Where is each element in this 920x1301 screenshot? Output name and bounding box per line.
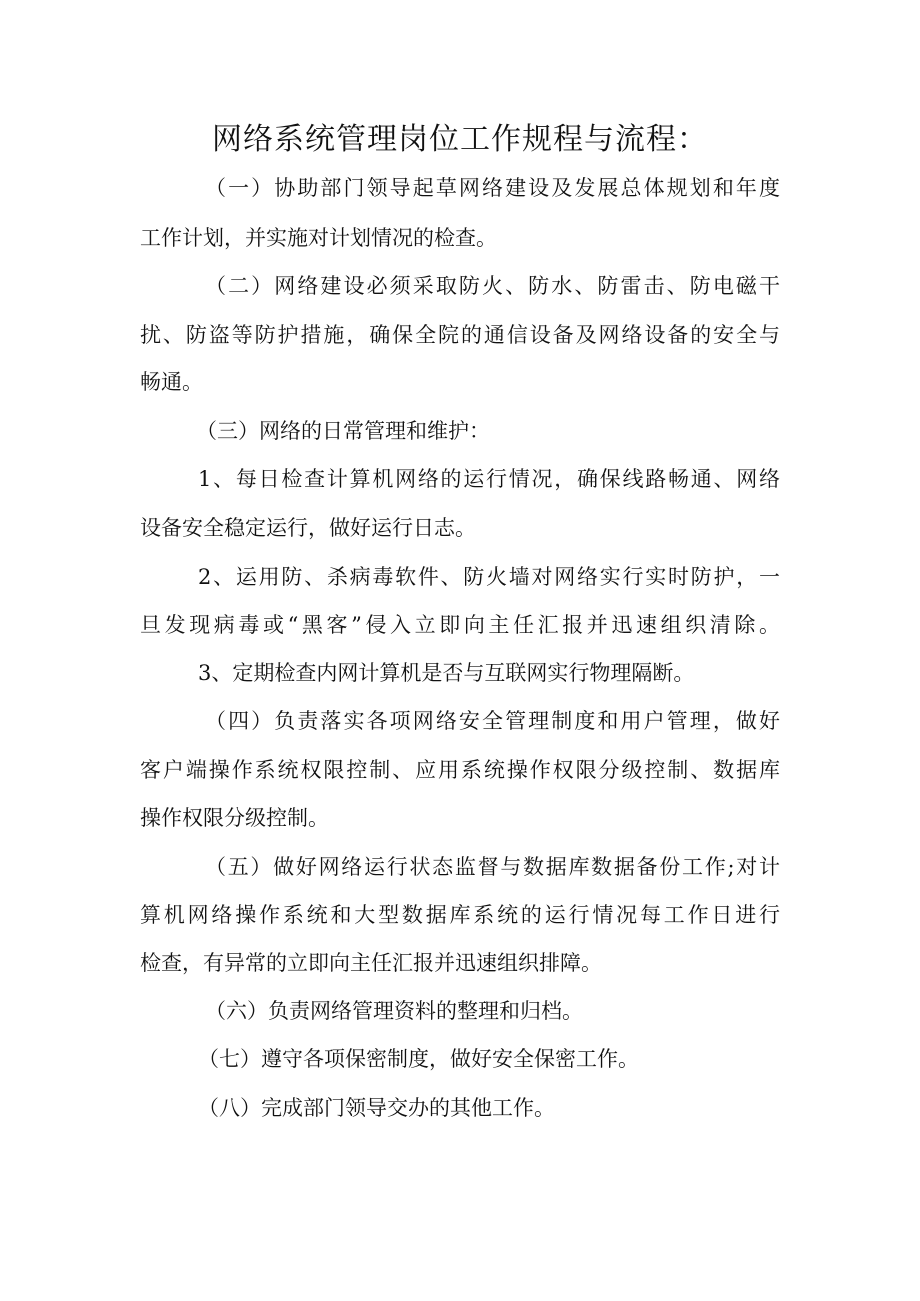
paragraph-line: 旦发现病毒或“黑客”侵入立即向主任汇报并迅速组织清除。 — [140, 613, 780, 637]
paragraph-line: 扰、防盗等防护措施，确保全院的通信设备及网络设备的安全与 — [140, 323, 780, 347]
paragraph-line: （五）做好网络运行状态监督与数据库数据备份工作;对计 — [205, 855, 780, 879]
paragraph-line: （一）协助部门领导起草网络建设及发展总体规划和年度 — [205, 176, 780, 200]
page-title: 网络系统管理岗位工作规程与流程： — [212, 122, 708, 157]
paragraph-line: 操作权限分级控制。 — [140, 806, 329, 830]
paragraph-line: 2、运用防、杀病毒软件、防火墙对网络实行实时防护，一 — [198, 565, 780, 589]
paragraph-line: 算机网络操作系统和大型数据库系统的运行情况每工作日进行 — [140, 903, 780, 927]
paragraph-line: （三）网络的日常管理和维护： — [196, 419, 490, 443]
paragraph-line: （四）负责落实各项网络安全管理制度和用户管理，做好 — [205, 709, 780, 733]
paragraph-line: 工作计划，并实施对计划情况的检查。 — [140, 226, 497, 250]
paragraph-line: （六）负责网络管理资料的整理和归档。 — [205, 999, 583, 1023]
paragraph-line: （八）完成部门领导交办的其他工作。 — [198, 1096, 555, 1120]
paragraph-line: 3、定期检查内网计算机是否与互联网实行物理隔断。 — [198, 661, 695, 685]
paragraph-line: （七）遵守各项保密制度，做好安全保密工作。 — [198, 1047, 639, 1071]
paragraph-line: 检查，有异常的立即向主任汇报并迅速组织排障。 — [140, 951, 602, 975]
paragraph-line: （二）网络建设必须采取防火、防水、防雷击、防电磁干 — [205, 274, 780, 298]
paragraph-line: 畅通。 — [140, 370, 203, 394]
paragraph-line: 设备安全稳定运行，做好运行日志。 — [140, 516, 476, 540]
paragraph-line: 1、每日检查计算机网络的运行情况，确保线路畅通、网络 — [198, 467, 780, 491]
paragraph-line: 客户端操作系统权限控制、应用系统操作权限分级控制、数据库 — [140, 758, 780, 782]
